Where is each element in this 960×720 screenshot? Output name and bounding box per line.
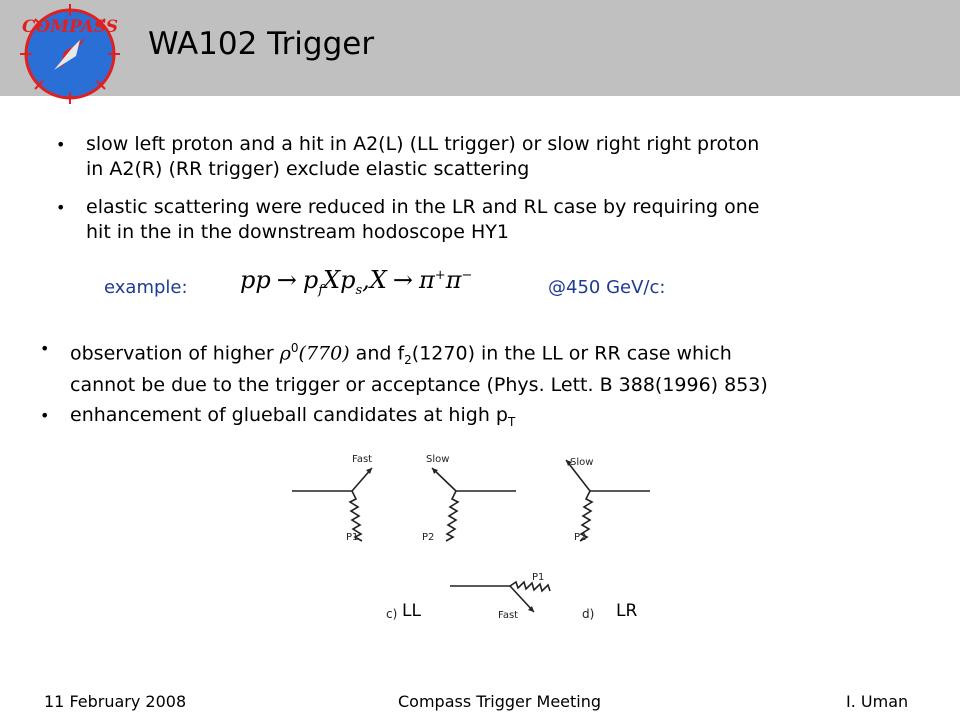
formula-arrow: → <box>276 266 297 294</box>
bullet-text: and f <box>349 342 405 365</box>
formula-pf-sub: f <box>318 282 324 298</box>
logo-text: COMPASS <box>21 17 119 37</box>
bullet-text: enhancement of glueball candidates at high p <box>70 404 508 426</box>
formula-arrow: → <box>392 266 413 294</box>
bullet-text: (1270) in the LL or RR case which <box>411 342 732 365</box>
label-slow-top: Slow <box>426 454 450 465</box>
label-slow-right: Slow <box>570 457 594 468</box>
bullet-line: elastic scattering were reduced in the LR and RL case by requiring one <box>86 196 760 218</box>
bullet-line: slow left proton and a hit in A2(L) (LL trigger) or slow right right proton <box>86 133 760 155</box>
footer-meeting: Compass Trigger Meeting <box>398 692 602 711</box>
example-label: example: <box>104 277 188 298</box>
formula-ps-sub: s <box>355 282 363 298</box>
bullet-dot: • <box>40 406 50 425</box>
pomeron-coil <box>510 582 550 591</box>
example-energy: @450 GeV/c: <box>548 277 666 298</box>
formula-lhs: pp <box>240 266 271 294</box>
label-ll: LL <box>402 601 421 621</box>
formula-pf: p <box>302 266 319 294</box>
label-fast-bottom: Fast <box>498 610 519 621</box>
reaction-formula <box>240 266 472 298</box>
formula-ps: p <box>340 266 356 294</box>
label-p1-left: P1 <box>346 532 359 543</box>
bullet-dot: • <box>56 135 66 154</box>
compass-logo <box>18 2 122 106</box>
bullet-dot: • <box>56 198 66 217</box>
rho-sup: 0 <box>290 341 299 355</box>
trigger-diagram <box>280 448 680 628</box>
pt-sub: T <box>507 414 516 429</box>
label-lr: LR <box>616 601 638 621</box>
pomeron-coil <box>446 491 458 541</box>
bullet-line: in A2(R) (RR trigger) exclude elastic scattering <box>86 158 530 180</box>
formula-x: X <box>323 266 341 294</box>
slide-title: WA102 Trigger <box>148 26 375 62</box>
footer-date: 11 February 2008 <box>44 692 187 711</box>
footer-author: I. Uman <box>846 692 909 711</box>
label-p2-mid: P2 <box>422 532 435 543</box>
label-p1-bottom: P1 <box>532 572 545 583</box>
header-band <box>0 0 960 96</box>
formula-pi-minus: π <box>445 266 462 294</box>
bullet-text: observation of higher <box>70 342 280 365</box>
formula-minus: − <box>461 268 473 283</box>
bullet-dot: • <box>40 339 50 358</box>
f2-sub: 2 <box>404 353 412 368</box>
formula-pi-plus: π <box>419 266 435 294</box>
label-p2-right: P2 <box>574 532 587 543</box>
label-d: d) <box>582 607 595 621</box>
rho-symbol: ρ <box>279 342 291 365</box>
label-c: c) <box>386 607 398 621</box>
formula-plus: + <box>434 268 446 283</box>
bullet-line: hit in the in the downstream hodoscope HY1 <box>86 221 509 243</box>
bullet-line: cannot be due to the trigger or acceptance (Phys. Lett. B 388(1996) 853) <box>70 374 768 397</box>
formula-comma-x: ,X <box>362 266 387 294</box>
label-fast-top: Fast <box>352 454 373 465</box>
rho-mass: (770) <box>298 342 350 365</box>
